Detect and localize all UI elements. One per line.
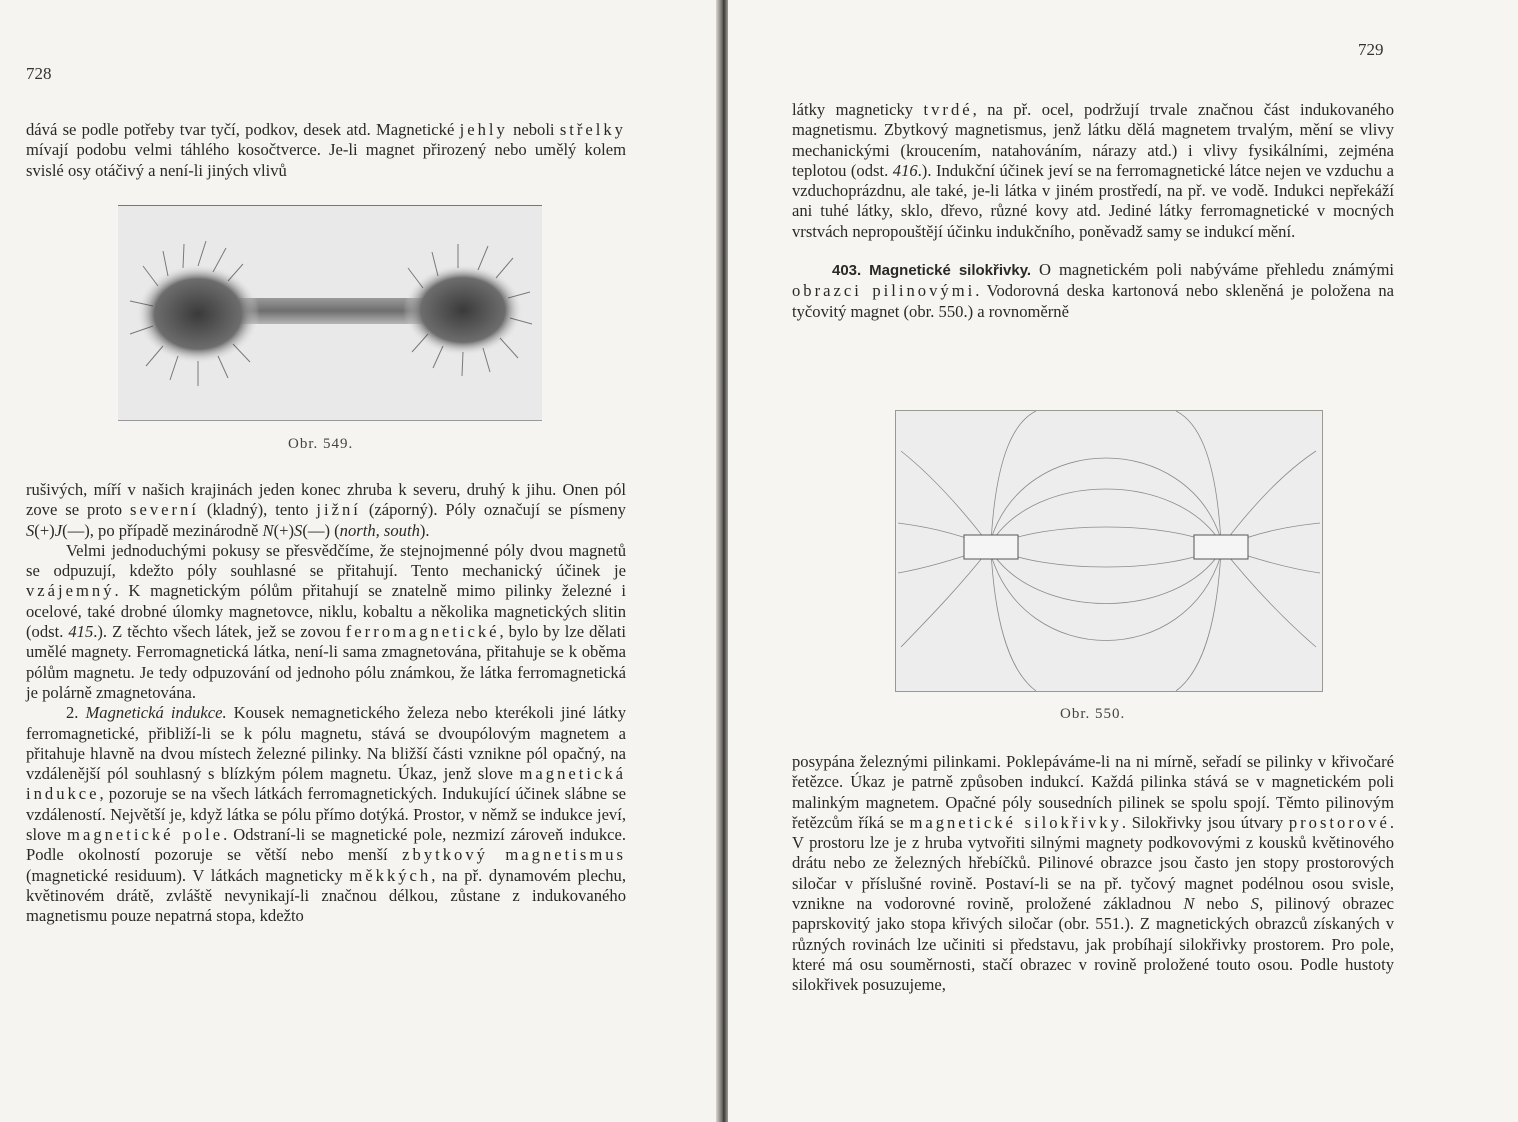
left-paragraph-poles: rušivých, míří v našich krajinách jeden konec zhruba k severu, druhý k jihu. Onen pól zove se proto severní (kladný), tento jižní (záporný). Póly označují se písmeny S(+)J(—), po případě mezinárodně N(+)S(—) (north, south). [26, 480, 626, 540]
figure-550-field-lines [895, 410, 1323, 692]
figure-549-bar-magnet-filings [118, 205, 542, 421]
right-paragraph-section-403: 403. Magnetické silokřivky. O magnetickém poli nabýváme přehledu známými obrazci pilinovými. Vodorovná deska kartonová nebo skleněná je položena na tyčovitý magnet (obr. 550.) a rovnoměrně [792, 260, 1394, 321]
right-body-top [792, 100, 1394, 322]
left-body [26, 480, 626, 927]
page-number-right: 729 [1358, 40, 1384, 59]
left-page [0, 0, 722, 1122]
figure-550-caption: Obr. 550. [1060, 706, 1126, 722]
right-paragraph-hard: látky magneticky tvrdé, na př. ocel, podržují trvale značnou část indukovaného magnetismu. Zbytkový magnetismus, jenž látku dělá magnetem trvalým, mění se vlivy mechanickými (kroucením, natahováním, nárazy atd.) i vlivy fysikálními, zejména teplotou (odst. 416.). Indukční účinek jeví se na ferromagnetické látce nejen ve vzduchu a vzduchoprázdnu, ale také, je-li látka v jiném prostředí, na př. ve vodě. Indukci nepřekáží ani tuhé látky, sklo, dřevo, různé kovy atd. Jediné látky ferromagnetické v mocných vrstvách nepropouštějí účinku indukčního, poněvadž samy se indukcí mění. [792, 100, 1395, 241]
left-paragraph-top: dává se podle potřeby tvar tyčí, podkov, desek atd. Magnetické jehly neboli střelky mívají podobu velmi táhlého kosočtverce. Je-li magnet přirozený nebo umělý kolem svislé osy otáčivý a není-li jiných vlivů [26, 120, 626, 180]
right-body-bottom [792, 752, 1394, 996]
figure-549-caption: Obr. 549. [288, 436, 354, 452]
right-paragraph-field-lines: posypána železnými pilinkami. Poklepáváme-li na ni mírně, seřadí se pilinky v křivočaré řetězce. Úkaz je patrně způsoben indukcí. Každá pilinka stává se v magnetickém poli malinkým magnetem. Opačné póly sousedních pilinek se spolu spojí. Těmto pilinovým řetězcům říká se magnetické silokřivky. Silokřivky jsou útvary prostorové. V prostoru lze je z hruba vytvořiti silnými magnety podkovovými z kousků květinového drátu nebo ze železných hřebíčků. Pilinové obrazce jsou často jen stopy prostorových siločar v příslušné rovině. Postaví-li se na př. tyčový magnet podélnou osou svisle, vznikne na vodorovné rovině, proložené základnou N nebo S, pilinový obrazec paprskovitý jako stopa křivých siločar (obr. 551.). Z magnetických obrazců získaných v různých rovinách lze učiniti si představu, jak probíhají silokřivky prostorem. Pro pole, které má osu souměrnosti, stačí obrazec v rovině proložené touto osou. Podle hustoty silokřivek posuzujeme, [792, 752, 1394, 995]
page-number-left: 728 [26, 64, 52, 83]
right-page [728, 0, 1518, 1122]
left-paragraph-induction: 2. Magnetická indukce. Kousek nemagnetického železa nebo kterékoli jiné látky ferromagnetické, přibliží-li se k pólu magnetu, stává se dvoupólovým magnetem a přitahuje hlavně na dvou místech železné pilinky. Na bližší části vznikne pól opačný, na vzdálenější pól souhlasný s blízkým pólem magnetu. Úkaz, jenž slove magnetická indukce, pozoruje se na všech látkách ferromagnetických. Indukující účinek slábne se vzdáleností. Největší je, když látka se pólu přímo dotýká. Prostor, v němž se indukce jeví, slove magnetické pole. Odstraní-li se magnetické pole, nezmizí zároveň indukce. Podle okolností pozoruje se větší nebo menší zbytkový magnetismus (magnetické residuum). V látkách magneticky měkkých, na př. dynamovém plechu, květinovém drátě, zvláště nevynikají-li značnou délkou, zůstane z indukovaného magnetismu pouze nepatrná stopa, kdežto [26, 703, 626, 926]
section-title: Magnetické silokřivky. [869, 262, 1032, 280]
left-paragraph-attraction: Velmi jednoduchými pokusy se přesvědčíme, že stejnojmenné póly dvou magnetů se odpuzují, kdežto póly souhlasné se přitahují. Tento mechanický účinek je vzájemný. K magnetickým pólům přitahují se znatelně mimo pilinky železné i ocelové, také drobné úlomky magnetovce, niklu, kobaltu a několika magnetických slitin (odst. 415.). Z těchto všech látek, jež se zovou ferromagnetické, bylo by lze dělati umělé magnety. Ferromagnetická látka, není-li sama zmagnetována, přitahuje se k oběma pólům magnetu. Je tedy odpuzování od jednoho pólu známkou, že látka ferromagnetická je polárně zmagnetována. [26, 540, 627, 702]
section-number: 403. [832, 262, 862, 280]
